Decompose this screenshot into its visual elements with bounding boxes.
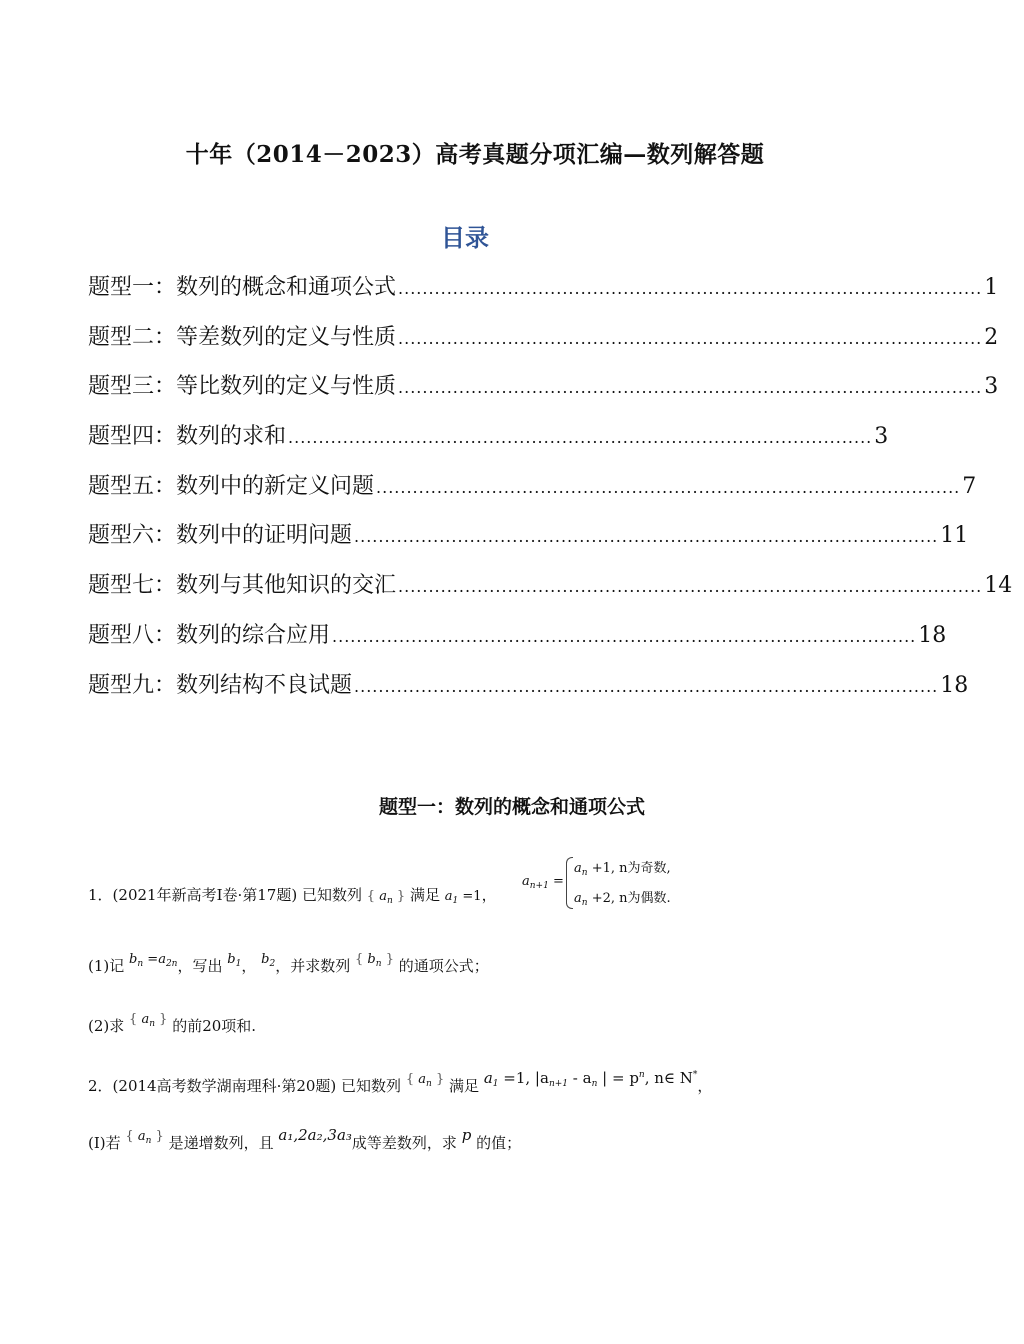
toc-leader-dots: ................................................................................................ [332, 626, 917, 646]
p-variable: p [461, 1126, 472, 1144]
question-1-part-1: (1)记 $b_n =a_{2n}$，写出 $b_1$， $b_2$，并求数列 { $b_n$ } 的通项公式； [88, 952, 489, 975]
toc-item-page: 18 [940, 672, 969, 698]
toc-item[interactable] [88, 469, 977, 519]
toc-item[interactable] [88, 668, 969, 718]
question-1-prefix: 1．(2021年新高考Ⅰ卷·第17题) 已知数列 [88, 886, 362, 904]
b-2: $b_2$ [261, 952, 276, 969]
toc-item[interactable] [88, 320, 999, 370]
toc-leader-dots: ................................................................................................ [398, 279, 983, 298]
toc-item-label: 题型二：等差数列的定义与性质 [88, 324, 397, 350]
toc-heading: 目录 [441, 223, 489, 252]
document-title: 十年（2014－2023）高考真题分项汇编—数列解答题 [185, 141, 765, 168]
sequence-b-n: { $b_n$ } [355, 952, 394, 969]
toc-item[interactable] [88, 568, 1013, 618]
toc-item-page: 7 [962, 473, 977, 499]
toc-item-label: 题型五：数列中的新定义问题 [88, 473, 375, 499]
toc-leader-dots: ................................................................................................ [354, 527, 939, 547]
toc-item-page: 11 [940, 523, 969, 549]
sequence-a-n: { $a_n$ } [366, 889, 406, 906]
toc-item-page: 1 [984, 275, 999, 300]
sequence-a-n: { $a_n$ } [125, 1129, 164, 1146]
toc-item[interactable] [88, 270, 999, 320]
recurrence-case-odd: $a_n +1$, n为奇数, [574, 861, 671, 878]
question-2-stem: 2．(2014高考数学湖南理科·第20题) 已知数列 { $a_n$ } 满足 $a_1 =1$, $|a_{n+1} - a_n$ | = $p^n$, n∈ N*， [88, 1069, 713, 1095]
recurrence-case-even: $a_n +2$, n为偶数. [574, 891, 671, 908]
toc-item-label: 题型一：数列的概念和通项公式 [88, 275, 397, 300]
toc-item-label: 题型六：数列中的证明问题 [88, 523, 353, 549]
sequence-a-n: { $a_n$ } [129, 1012, 168, 1029]
toc-item[interactable] [88, 369, 999, 419]
toc-leader-dots: ................................................................................................ [354, 676, 939, 696]
toc-item[interactable] [88, 419, 889, 469]
question-2-part-1: (I)若 { $a_n$ } 是递增数列，且 a₁,2a₂,3a₃成等差数列，求 p 的值； [88, 1126, 522, 1152]
question-2-condition: $a_1 =1$, $|a_{n+1} - a_n$ | = $p^n$, n∈ N* [483, 1069, 698, 1089]
toc-leader-dots: ................................................................................................ [398, 328, 983, 348]
toc-leader-dots: ................................................................................................ [288, 428, 873, 448]
toc-item-label: 题型七：数列与其他知识的交汇 [88, 573, 397, 599]
toc-item-page: 3 [984, 374, 999, 400]
b-1: $b_1$ [227, 952, 242, 969]
toc-item-page: 2 [984, 324, 999, 350]
sequence-a-n: { $a_n$ } [405, 1072, 445, 1089]
comma: ， [481, 886, 497, 904]
toc-leader-dots: ................................................................................................ [376, 477, 961, 497]
toc-item-label: 题型九：数列结构不良试题 [88, 672, 353, 698]
question-1-cond-text: 满足 [409, 886, 440, 904]
question-1-part-2: (2)求 { $a_n$ } 的前20项和. [88, 1012, 257, 1035]
toc-item-page: 3 [874, 424, 889, 450]
toc-item[interactable] [88, 518, 969, 568]
toc-leader-dots: ................................................................................................ [398, 378, 983, 398]
recurrence-lhs: $a_{n+1}$ = [522, 874, 564, 891]
toc-item-label: 题型四：数列的求和 [88, 424, 287, 450]
question-1-stem [88, 884, 497, 906]
table-of-contents [88, 270, 1013, 717]
cases-bracket [566, 857, 573, 909]
section-heading: 题型一：数列的概念和通项公式 [378, 796, 645, 818]
toc-leader-dots: ................................................................................................ [398, 577, 983, 597]
toc-item-label: 题型三：等比数列的定义与性质 [88, 374, 397, 400]
toc-item-page: 14 [984, 573, 1013, 599]
initial-term: $a_1 =1$ [444, 889, 482, 906]
toc-item-page: 18 [918, 622, 947, 648]
b-n-definition: $b_n =a_{2n}$ [129, 952, 178, 969]
arithmetic-terms: a₁,2a₂,3a₃ [278, 1126, 352, 1144]
toc-item[interactable] [88, 618, 947, 668]
toc-item-label: 题型八：数列的综合应用 [88, 622, 331, 648]
